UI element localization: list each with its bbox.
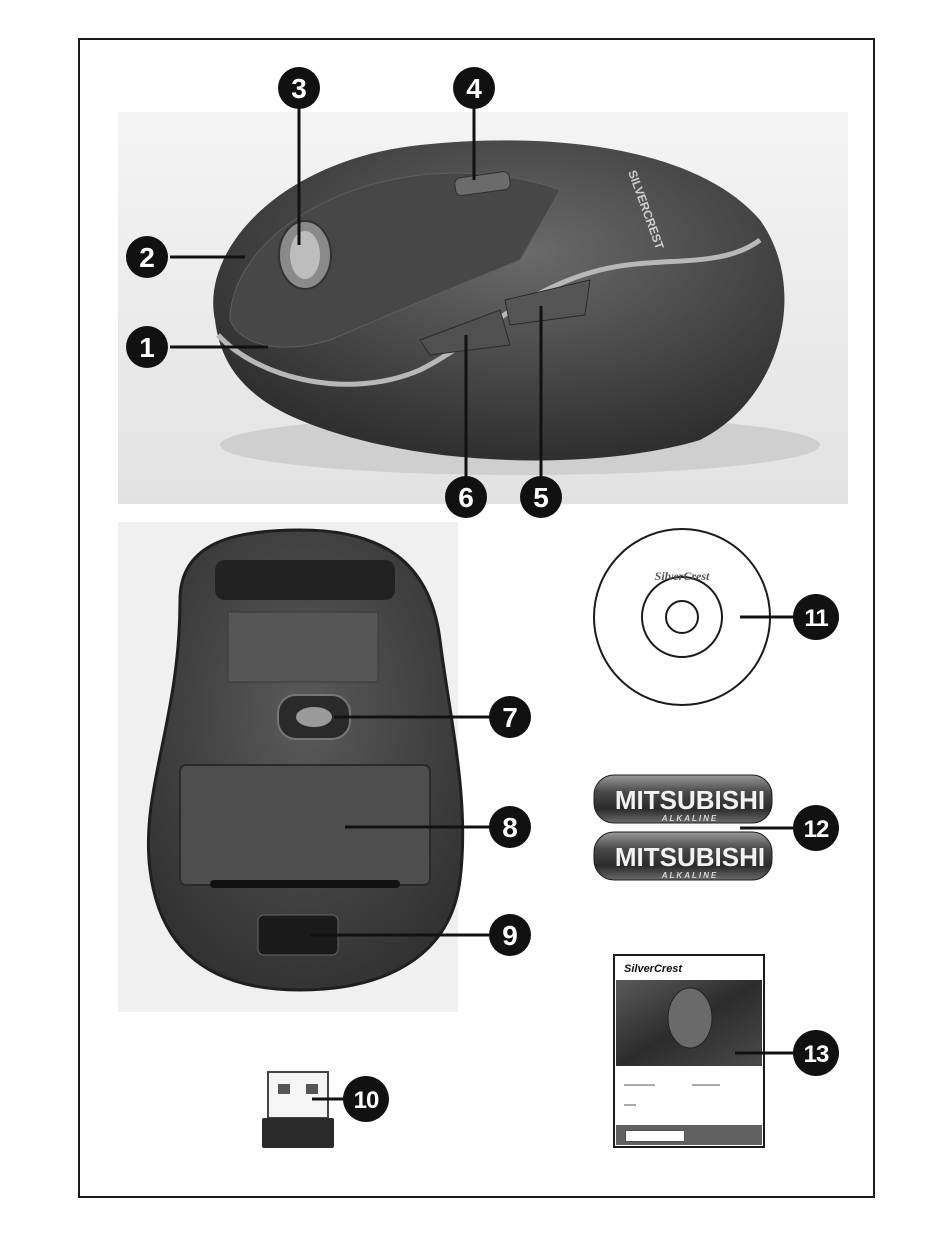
label-recess bbox=[228, 612, 378, 682]
callout-9 bbox=[489, 914, 531, 956]
callout-7-number: 7 bbox=[502, 702, 518, 733]
usb-plug-metal bbox=[268, 1072, 328, 1118]
callout-12 bbox=[793, 805, 839, 851]
callout-10 bbox=[343, 1076, 389, 1122]
usb-contact-right bbox=[306, 1084, 318, 1094]
callout-8-number: 8 bbox=[502, 812, 518, 843]
battery-2-sublabel: ALKALINE bbox=[661, 871, 719, 880]
battery-1-label: MITSUBISHI bbox=[614, 785, 766, 815]
usb-receiver-body bbox=[262, 1118, 334, 1148]
upper-skid-pad bbox=[215, 560, 395, 600]
callout-1-number: 1 bbox=[139, 332, 155, 363]
scroll-wheel-highlight bbox=[290, 231, 320, 279]
sensor-lens bbox=[296, 707, 332, 727]
callout-6-number: 6 bbox=[458, 482, 474, 513]
callout-13-number: 13 bbox=[803, 1041, 829, 1068]
operating-manual bbox=[614, 955, 764, 1147]
mouse-side-brand: SILVERCREST bbox=[625, 168, 667, 252]
callout-3-number: 3 bbox=[291, 73, 307, 104]
battery-compartment-cover bbox=[180, 765, 430, 885]
callout-3 bbox=[278, 67, 320, 109]
manual-brand: SilverCrest bbox=[624, 963, 683, 975]
callout-2 bbox=[126, 236, 168, 278]
battery-1-sublabel: ALKALINE bbox=[661, 814, 719, 823]
usb-nano-receiver bbox=[262, 1072, 334, 1148]
callout-5-number: 5 bbox=[533, 482, 549, 513]
cd-brand: SilverCrest bbox=[654, 569, 710, 583]
cover-slot bbox=[210, 880, 400, 888]
callout-7 bbox=[489, 696, 531, 738]
callout-2-number: 2 bbox=[139, 242, 155, 273]
callout-1 bbox=[126, 326, 168, 368]
usb-contact-left bbox=[278, 1084, 290, 1094]
callout-5 bbox=[520, 476, 562, 518]
callout-9-number: 9 bbox=[502, 920, 518, 951]
manual-footer-label bbox=[626, 1131, 684, 1141]
callout-4 bbox=[453, 67, 495, 109]
callout-13 bbox=[793, 1030, 839, 1076]
callout-12-number: 12 bbox=[803, 816, 829, 843]
mouse-top-view bbox=[118, 112, 848, 504]
callout-4-number: 4 bbox=[466, 73, 482, 104]
mouse-bottom-view bbox=[118, 522, 463, 1012]
callout-8 bbox=[489, 806, 531, 848]
callout-6 bbox=[445, 476, 487, 518]
callout-10-number: 10 bbox=[353, 1087, 379, 1114]
battery-2-label: MITSUBISHI bbox=[614, 842, 766, 872]
callout-11 bbox=[793, 594, 839, 640]
callout-11-number: 11 bbox=[804, 605, 828, 632]
manual-mouse-image bbox=[668, 988, 712, 1048]
